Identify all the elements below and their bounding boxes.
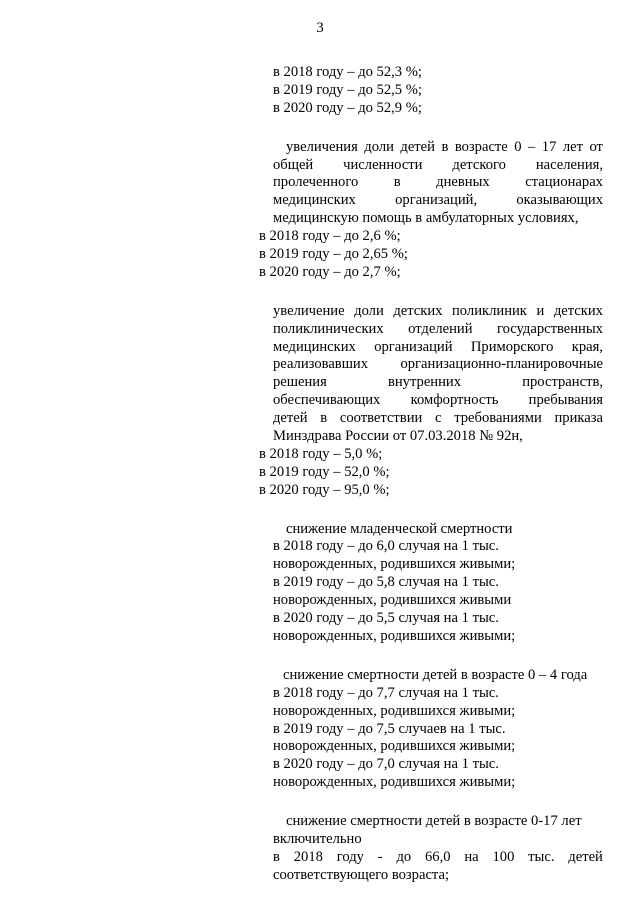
text-line: Минздрава России от 07.03.2018 № 92н, [273,428,523,445]
text-line: в 2018 году – до 52,3 %; [273,64,422,80]
text-line: медицинских организаций, оказывающих [273,192,603,209]
text-line: новорожденных, родившихся живыми; [273,556,516,573]
text-line: в 2020 году – до 2,7 %; [259,263,401,280]
text-line: в 2018 году – 5,0 %; [259,445,383,462]
target-block-infant-mortality [273,521,603,646]
text-line: решения внутренних пространств, [273,374,603,391]
text-line: новорожденных, родившихся живыми; [273,702,516,719]
paragraph-gap [273,646,603,667]
text-line: в 2018 году – до 6,0 случая на 1 тыс. [273,538,499,555]
text-line: соответствующего возраста; [273,866,450,883]
text-line: медицинских организаций Приморского края, [273,338,603,355]
text-line: в 2020 году – до 52,9 %; [273,99,422,116]
paragraph-gap [273,118,603,139]
text-line: увеличения доли детей в возрасте 0 – 17 лет от [286,138,603,155]
document-body [259,64,603,885]
text-line: поликлинических отделений государственных [273,320,603,337]
text-line: в 2019 году – до 2,65 %; [259,246,408,263]
paragraph-gap [273,792,603,813]
target-block-day-hospitals [259,138,603,282]
target-block-continuation [273,64,603,118]
text-line: в 2019 году – до 52,5 %; [273,81,422,98]
text-line: общей численности детского населения, [273,156,603,173]
text-line: детей в соответствии с требованиями приказа [273,410,603,427]
text-line: новорожденных, родившихся живыми; [273,738,516,755]
text-line: реализовавших организационно-планировочные [273,356,603,373]
text-line: в 2018 году – до 7,7 случая на 1 тыс. [273,684,499,701]
page-number: 3 [316,20,324,36]
text-line: снижение смертности детей в возрасте 0 – 4 года [283,666,588,683]
text-line: в 2020 году – 95,0 %; [259,481,390,498]
text-line: снижение младенческой смертности [286,520,513,537]
paragraph-gap [273,500,603,521]
target-block-mortality-0-4 [273,667,603,792]
target-block-polyclinics [259,302,603,500]
text-line: в 2020 году – до 5,5 случая на 1 тыс. [273,610,499,627]
text-line: пролеченного в дневных стационарах [273,174,603,191]
text-line: включительно [273,830,362,847]
text-line: в 2019 году – 52,0 %; [259,463,390,480]
text-line: увеличение доли детских поликлиник и детских [273,302,603,319]
text-line: в 2018 году – до 2,6 %; [259,228,401,245]
paragraph-gap [273,282,603,303]
text-line: в 2020 году – до 7,0 случая на 1 тыс. [273,756,499,773]
text-line: в 2019 году – до 5,8 случая на 1 тыс. [273,574,499,591]
text-line: снижение смертности детей в возрасте 0-17 лет [286,813,582,830]
text-line: в 2018 году - до 66,0 на 100 тыс. детей [273,848,603,865]
text-line: новорожденных, родившихся живыми; [273,627,516,644]
text-line: новорожденных, родившихся живыми [273,592,512,609]
text-line: новорожденных, родившихся живыми; [273,774,516,791]
text-line: обеспечивающих комфортность пребывания [273,392,603,409]
text-line: медицинскую помощь в амбулаторных условиях, [273,210,579,227]
text-line: в 2019 году – до 7,5 случаев на 1 тыс. [273,720,506,737]
target-block-mortality-0-17 [273,813,603,885]
